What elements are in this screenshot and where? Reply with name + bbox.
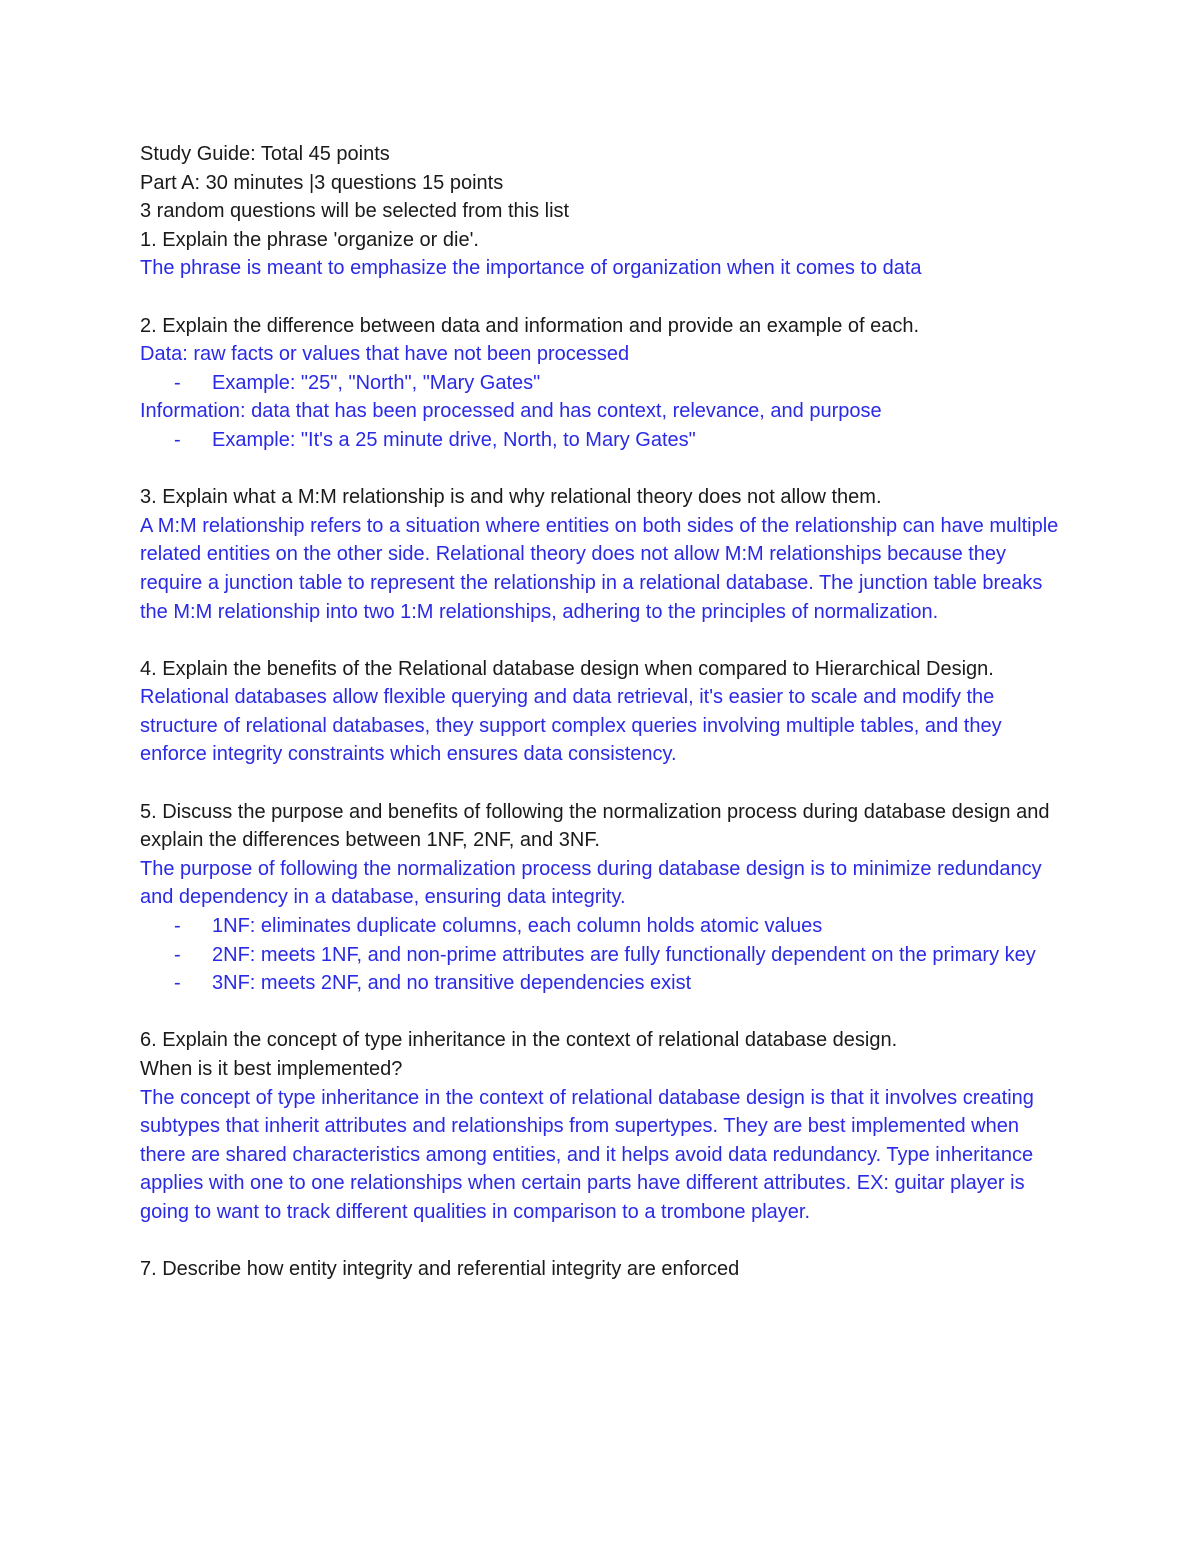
spacer (140, 998, 1060, 1027)
guide-title: Study Guide: Total 45 points (140, 143, 390, 165)
selection-note: 3 random questions will be selected from this list (140, 200, 570, 223)
spacer (140, 626, 1060, 655)
question-7: 7. Describe how entity integrity and referential integrity are enforced (140, 1258, 740, 1281)
question-3: 3. Explain what a M:M relationship is and why relational theory does not allow them. (140, 486, 882, 509)
nf2-text: 2NF: meets 1NF, and non-prime attributes are fully functionally dependent on the primary key (212, 943, 1036, 966)
answer-6: The concept of type inheritance in the context of relational database design is that it involves creating subtypes that inherit attributes and relationships from supertypes. They are best implemented when there are shared characteristics among entities, and it helps avoid data redundancy. Type inheritance applies with one to one relationships when certain parts have different attributes. EX: guitar player is going to want to track different qualities in comparison to a trombone player. (140, 1086, 1034, 1223)
part-info: Part A: 30 minutes |3 questions 15 points (140, 171, 504, 194)
data-definition: Data: raw facts or values that have not been processed (140, 343, 630, 366)
answer-3: A M:M relationship refers to a situation where entities on both sides of the relationship can have multiple related entities on the other side. Relational theory does not allow M:M relationships because they require a junction table to represent the relationship in a relational database. The junction table breaks the M:M relationship into two 1:M relationships, adhering to the principles of normalization. (140, 514, 1059, 623)
bullet-dash: - (174, 428, 181, 451)
data-example-item (140, 369, 1060, 398)
information-example-item (140, 426, 1060, 455)
answer-5: The purpose of following the normalization process during database design is to minimize redundancy and dependency in a database, ensuring data integrity. (140, 857, 1042, 909)
question-6-line-2: When is it best implemented? (140, 1058, 403, 1080)
bullet-dash: - (174, 972, 181, 995)
spacer (140, 283, 1060, 312)
bullet-dash: - (174, 943, 181, 966)
spacer (140, 769, 1060, 798)
question-4: 4. Explain the benefits of the Relational database design when compared to Hierarchical Design. (140, 657, 994, 680)
bullet-dash: - (174, 915, 181, 938)
study-guide-document (140, 140, 1060, 1284)
nf3-item (140, 969, 1060, 998)
data-example-text: Example: "25", "North", "Mary Gates" (212, 371, 541, 394)
nf1-item (140, 912, 1060, 941)
spacer (140, 1227, 1060, 1256)
spacer (140, 455, 1060, 484)
bullet-dash: - (174, 371, 181, 394)
question-2: 2. Explain the difference between data and information and provide an example of each. (140, 314, 920, 337)
question-6-line-1: 6. Explain the concept of type inheritance in the context of relational database design. (140, 1029, 898, 1052)
question-1: 1. Explain the phrase 'organize or die'. (140, 228, 479, 251)
nf2-item (140, 941, 1060, 970)
information-example-text: Example: "It's a 25 minute drive, North, to Mary Gates" (212, 428, 696, 451)
nf1-text: 1NF: eliminates duplicate columns, each column holds atomic values (212, 915, 823, 938)
information-definition: Information: data that has been processed and has context, relevance, and purpose (140, 400, 882, 423)
question-5: 5. Discuss the purpose and benefits of following the normalization process during database design and explain the differences between 1NF, 2NF, and 3NF. (140, 800, 1050, 852)
answer-1: The phrase is meant to emphasize the importance of organization when it comes to data (140, 257, 922, 280)
nf3-text: 3NF: meets 2NF, and no transitive dependencies exist (212, 972, 692, 995)
answer-4: Relational databases allow flexible querying and data retrieval, it's easier to scale and modify the structure of relational databases, they support complex queries involving multiple tables, and they enforce integrity constraints which ensures data consistency. (140, 686, 1002, 766)
